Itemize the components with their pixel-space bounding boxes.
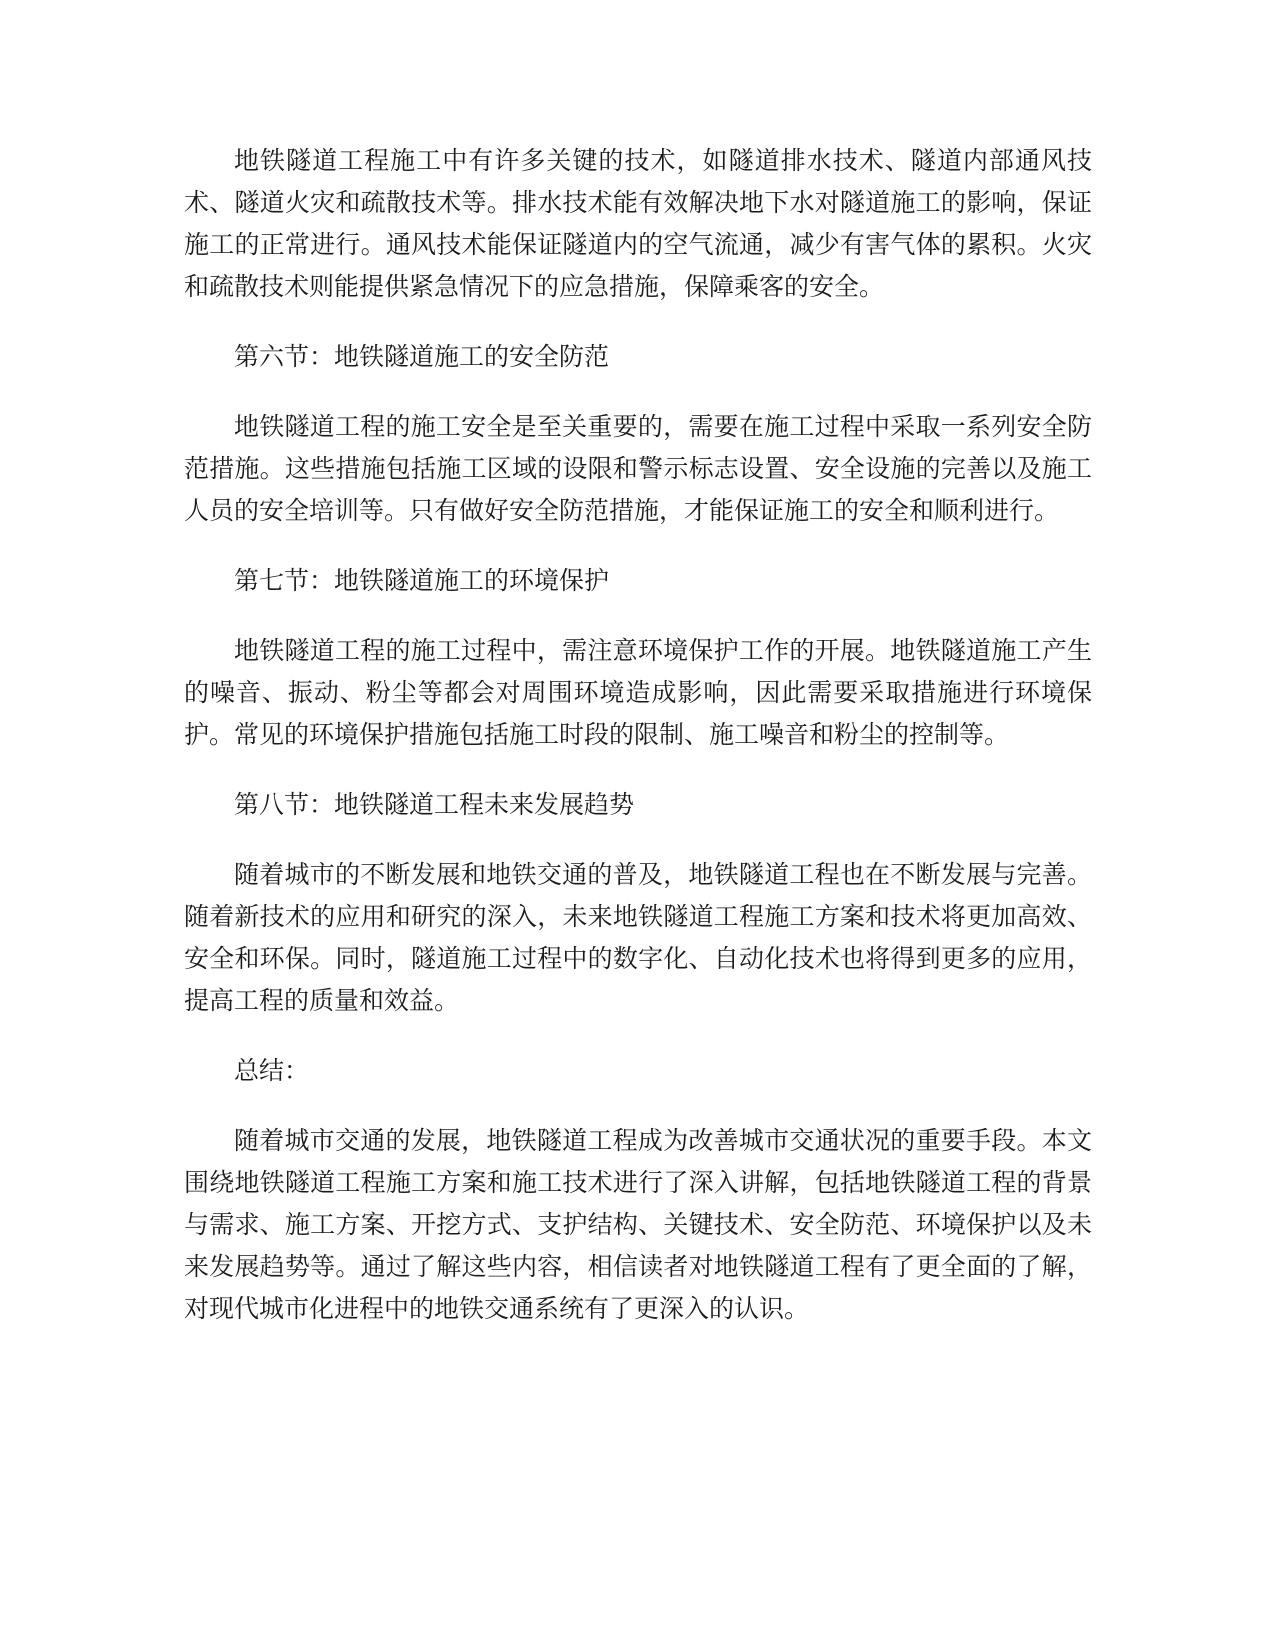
section-heading-environment: 第七节：地铁隧道施工的环境保护 bbox=[234, 566, 610, 595]
document-page bbox=[184, 140, 1092, 1358]
section-heading-future: 第八节：地铁隧道工程未来发展趋势 bbox=[234, 790, 635, 819]
paragraph-summary: 随着城市交通的发展，地铁隧道工程成为改善城市交通状况的重要手段。本文围绕地铁隧道工程施工方案和施工技术进行了深入讲解，包括地铁隧道工程的背景与需求、施工方案、开挖方式、支护结构、关键技术、安全防范、环境保护以及未来发展趋势等。通过了解这些内容，相信读者对地铁隧道工程有了更全面的了解，对现代城市化进程中的地铁交通系统有了更深入的认识。 bbox=[184, 1126, 1092, 1323]
paragraph-environment: 地铁隧道工程的施工过程中，需注意环境保护工作的开展。地铁隧道施工产生的噪音、振动、粉尘等都会对周围环境造成影响，因此需要采取措施进行环境保护。常见的环境保护措施包括施工时段的限制、施工噪音和粉尘的控制等。 bbox=[184, 636, 1092, 749]
section-heading-safety: 第六节：地铁隧道施工的安全防范 bbox=[234, 342, 610, 371]
section-heading-summary: 总结： bbox=[234, 1056, 310, 1085]
paragraph-safety: 地铁隧道工程的施工安全是至关重要的，需要在施工过程中采取一系列安全防范措施。这些措施包括施工区域的设限和警示标志设置、安全设施的完善以及施工人员的安全培训等。只有做好安全防范措施，才能保证施工的安全和顺利进行。 bbox=[184, 412, 1092, 525]
paragraph-key-technologies: 地铁隧道工程施工中有许多关键的技术，如隧道排水技术、隧道内部通风技术、隧道火灾和疏散技术等。排水技术能有效解决地下水对隧道施工的影响，保证施工的正常进行。通风技术能保证隧道内的空气流通，减少有害气体的累积。火灾和疏散技术则能提供紧急情况下的应急措施，保障乘客的安全。 bbox=[184, 146, 1092, 301]
paragraph-future: 随着城市的不断发展和地铁交通的普及，地铁隧道工程也在不断发展与完善。随着新技术的应用和研究的深入，未来地铁隧道工程施工方案和技术将更加高效、安全和环保。同时，隧道施工过程中的数字化、自动化技术也将得到更多的应用，提高工程的质量和效益。 bbox=[184, 860, 1092, 1015]
